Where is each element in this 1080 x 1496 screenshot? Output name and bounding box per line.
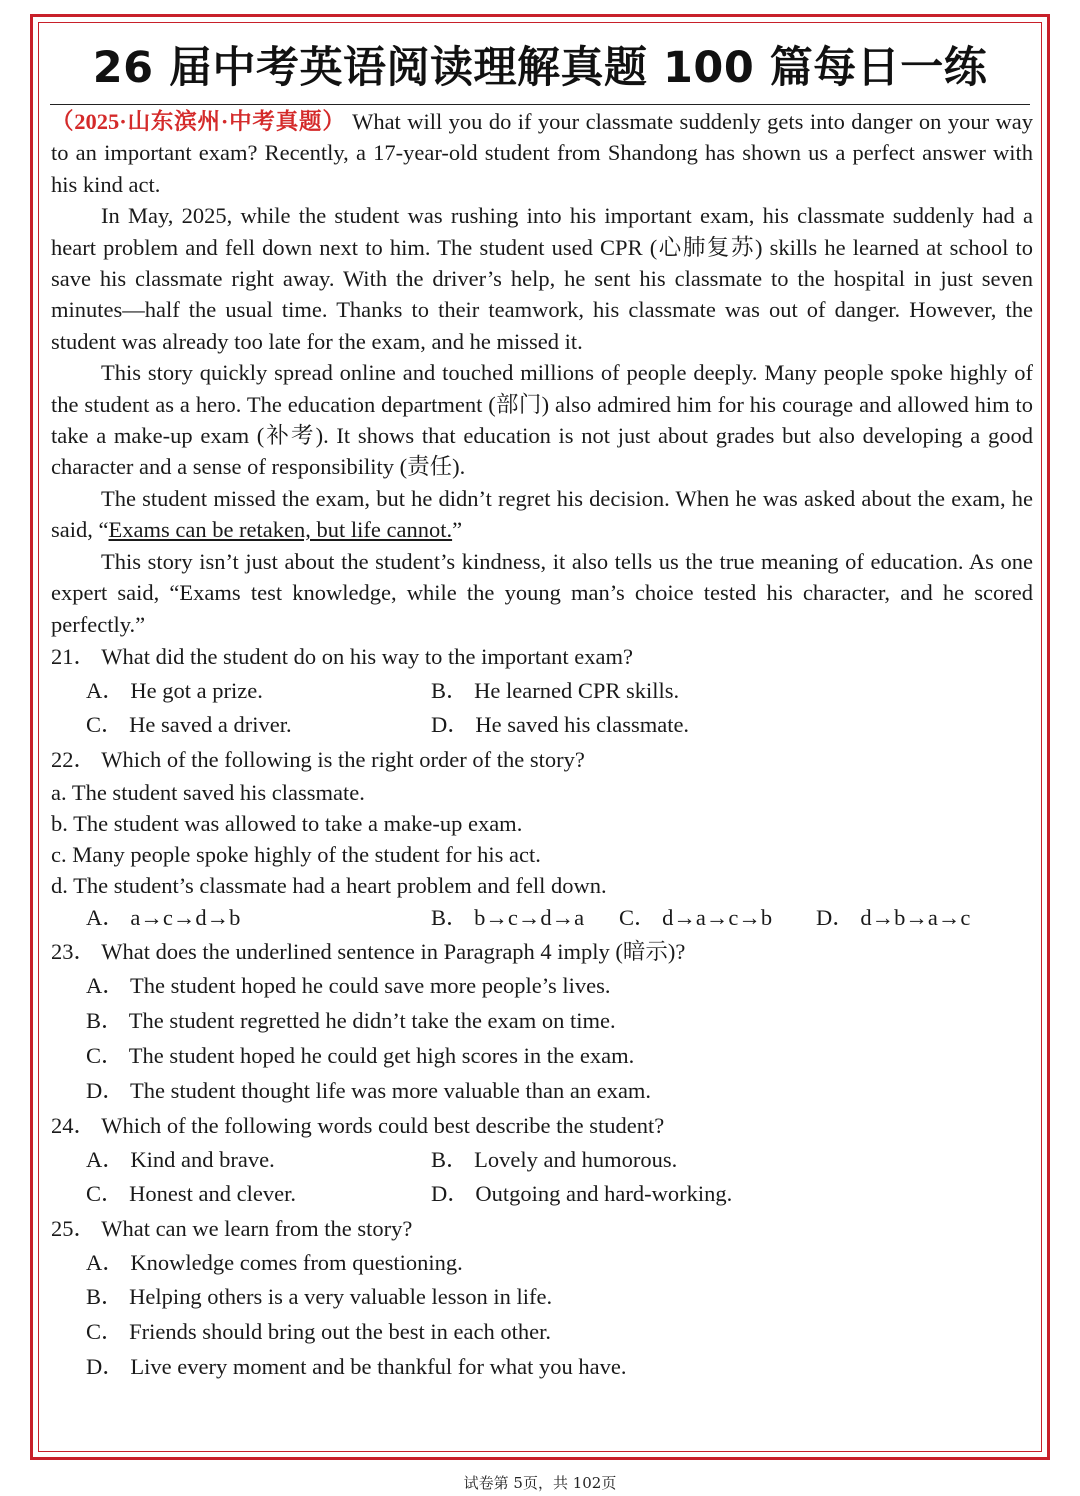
question-23-stem: 23． What does the underlined sentence in Paragraph 4 imply (暗示)? (51, 939, 686, 965)
paragraph-1-text: What will you do if your classmate suddenly gets into danger on your way to an important exam? Recently, a 17-year-old student from Shandong has shown us a perfect answer with his kind act. (51, 109, 1033, 197)
title-divider (50, 104, 1030, 105)
question-24-option-c: C． Honest and clever. (86, 1181, 296, 1207)
question-23-option-c: C． The student hoped he could get high scores in the exam. (86, 1043, 635, 1068)
question-22-option-b: B． b→c→d→a (431, 904, 585, 930)
paragraph-4-closing-quote: ” (452, 517, 463, 543)
question-21-option-b: B． He learned CPR skills. (431, 677, 680, 703)
question-23-option-b: B． The student regretted he didn’t take the exam on time. (86, 1008, 616, 1034)
question-25-option-d: D． Live every moment and be thankful for what you have. (86, 1353, 627, 1379)
question-24-option-a: A． Kind and brave. (86, 1146, 275, 1172)
passage-paragraph-3: This story quickly spread online and touched millions of people deeply. Many people spoke highly of the student as a hero. The education department (部门) also admired him for his courage and allowed him to take a make-up exam (补考). It shows that education is not just about grades but also developing a good character and a sense of responsibility (责任). (51, 360, 1033, 480)
question-22-option-c: C． d→a→c→b (619, 904, 773, 930)
question-23-option-d: D． The student thought life was more valuable than an exam. (86, 1077, 652, 1103)
question-22-event-a: a. The student saved his classmate. (51, 779, 365, 805)
page-footer: 试卷第 5页，共 102页 (463, 1474, 617, 1492)
passage-paragraph-2: In May, 2025, while the student was rushing into his important exam, his classmate suddenly had a heart problem and fell down next to him. The student used CPR (心肺复苏) skills he learned at school to save his classmate right away. With the driver’s help, he sent his classmate to the hospital in just seven minutes—half the usual time. Thanks to their teamwork, his classmate was out of danger. However, the student was already too late for the exam, and he missed it. (51, 203, 1033, 354)
paragraph-4-text: The student missed the exam, but he didn’t regret his decision. When he was asked about the exam, he said, “ (51, 485, 1033, 543)
passage-paragraph-5: This story isn’t just about the student’s kindness, it also tells us the true meaning of education. As one expert said, “Exams test knowledge, while the young man’s choice tested his character, and he scored perfectly.” (51, 548, 1033, 637)
document-body (51, 106, 1033, 1385)
question-22-options-row (51, 901, 1033, 936)
question-25-stem: 25． What can we learn from the story? (51, 1215, 413, 1241)
question-21-options-row-1 (51, 674, 1033, 709)
question-24-options-row-2 (51, 1177, 1033, 1212)
question-23-option-a: A． The student hoped he could save more people’s lives. (86, 973, 611, 999)
question-24-options-row-1 (51, 1143, 1033, 1178)
question-21-options-row-2 (51, 708, 1033, 743)
source-citation: （2025·山东滨州·中考真题） (51, 109, 346, 134)
question-22-option-d: D． d→b→a→c (816, 904, 971, 930)
question-22-stem: 22． Which of the following is the right order of the story? (51, 746, 585, 772)
question-21-option-a: A． He got a prize. (86, 677, 263, 703)
question-25-option-c: C． Friends should bring out the best in each other. (86, 1319, 551, 1345)
question-25-option-a: A． Knowledge comes from questioning. (86, 1249, 463, 1275)
question-24-stem: 24． Which of the following words could best describe the student? (51, 1112, 665, 1138)
question-22-event-c: c. Many people spoke highly of the student for his act. (51, 841, 541, 867)
question-22-event-b: b. The student was allowed to take a make-up exam. (51, 810, 523, 836)
question-22-event-d: d. The student’s classmate had a heart problem and fell down. (51, 872, 607, 898)
question-21-option-d: D． He saved his classmate. (431, 712, 690, 738)
question-24-option-d: D． Outgoing and hard-working. (431, 1181, 733, 1207)
question-21-stem: 21． What did the student do on his way to the important exam? (51, 643, 633, 669)
question-21-option-c: C． He saved a driver. (86, 712, 292, 738)
page-title: 26 届中考英语阅读理解真题 100 篇每日一练 (92, 43, 988, 93)
question-24-option-b: B． Lovely and humorous. (431, 1146, 678, 1172)
passage-paragraph-1 (51, 106, 1033, 200)
question-25-option-b: B． Helping others is a very valuable lesson in life. (86, 1284, 553, 1310)
passage-paragraph-4 (51, 483, 1033, 546)
question-22-option-a: A． a→c→d→b (86, 904, 241, 930)
underlined-sentence: Exams can be retaken, but life cannot. (108, 517, 453, 543)
